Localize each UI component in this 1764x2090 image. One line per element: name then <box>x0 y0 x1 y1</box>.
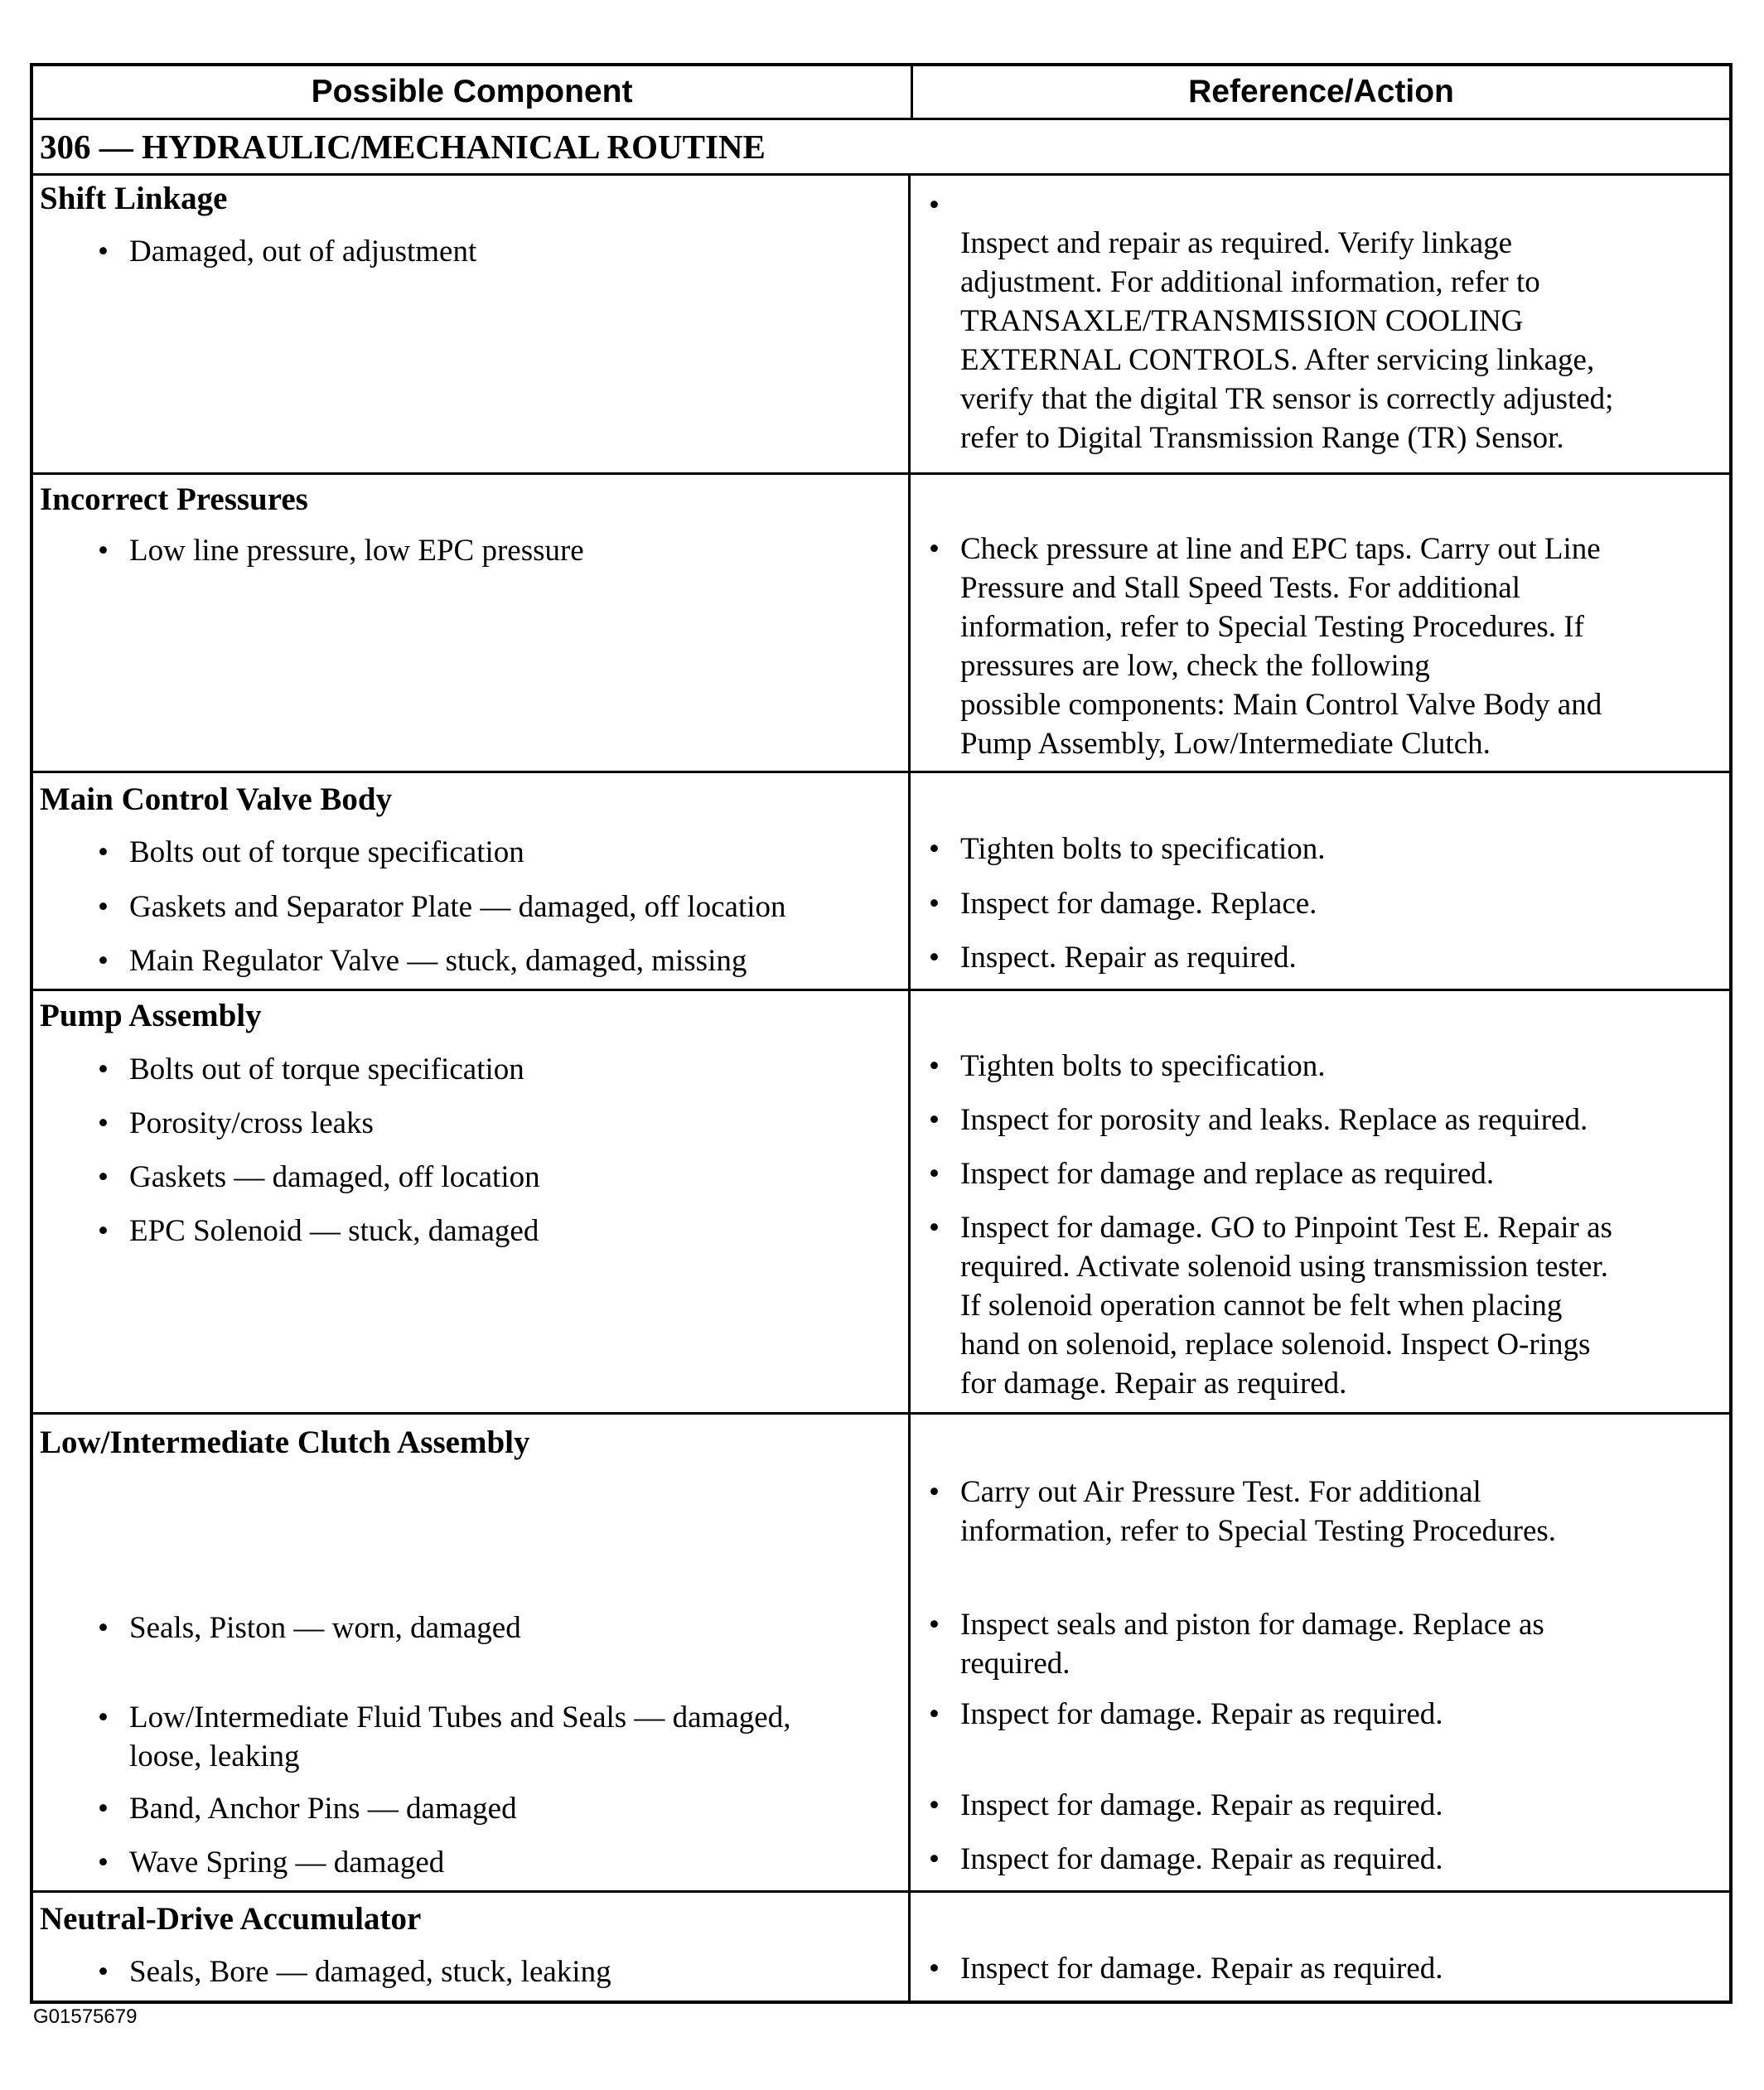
component-item: • EPC Solenoid — stuck, damaged <box>98 1212 539 1251</box>
component-cell <box>33 991 911 1412</box>
action-item: • Inspect for damage. Replace. <box>929 884 1317 923</box>
action-cell <box>911 1415 1729 1890</box>
section-neutral-drive-accumulator <box>33 1893 1729 2000</box>
section-shift-linkage <box>33 176 1729 475</box>
action-cell <box>911 475 1729 771</box>
component-item: • Main Regulator Valve — stuck, damaged, missing <box>98 941 747 980</box>
action-item: • Inspect for damage. Repair as required. <box>929 1695 1443 1734</box>
section-low-intermediate-clutch-assembly <box>33 1415 1729 1893</box>
component-item: • Low line pressure, low EPC pressure <box>98 531 584 570</box>
action-item: • Inspect for damage. Repair as required. <box>929 1786 1443 1825</box>
section-title: Pump Assembly <box>40 998 262 1033</box>
header-reference-action: Reference/Action <box>1188 74 1454 109</box>
action-item: • Inspect for damage and replace as required. <box>929 1154 1494 1193</box>
action-item: • Inspect for damage. GO to Pinpoint Test E. Repair as required. Activate solenoid using transmission tester. If solenoid operation cannot be felt when placing hand on solenoid, replace solenoid. Inspect O-rings for damage. Repair as required. <box>929 1208 1612 1403</box>
section-title: Neutral-Drive Accumulator <box>40 1901 422 1937</box>
component-item: • Wave Spring — damaged <box>98 1843 444 1882</box>
action-text: Inspect and repair as required. Verify linkage adjustment. For additional information, refer to TRANSAXLE/TRANSMISSION COOLING EXTERNAL CONTROLS. After servicing linkage, verify that the digital TR sensor is correctly adjusted; refer to Digital Transmission Range (TR) Sensor. <box>960 226 1614 455</box>
action-cell <box>911 773 1729 989</box>
action-item: • Tighten bolts to specification. <box>929 1047 1326 1086</box>
section-title: Low/Intermediate Clutch Assembly <box>40 1425 530 1460</box>
action-item: • Inspect for damage. Repair as required. <box>929 1949 1443 1988</box>
section-incorrect-pressures <box>33 475 1729 773</box>
component-item: • Bolts out of torque specification <box>98 833 524 872</box>
table-header <box>33 66 1729 120</box>
section-main-control-valve-body <box>33 773 1729 991</box>
section-pump-assembly <box>33 991 1729 1415</box>
component-item: • Damaged, out of adjustment <box>98 232 476 271</box>
component-cell <box>33 1415 911 1890</box>
component-item: • Gaskets and Separator Plate — damaged, off location <box>98 888 786 926</box>
component-item: • Bolts out of torque specification <box>98 1050 524 1089</box>
section-title: Incorrect Pressures <box>40 481 308 517</box>
action-item: • Carry out Air Pressure Test. For additional information, refer to Special Testing Procedures. <box>929 1473 1556 1551</box>
action-item: • Inspect for porosity and leaks. Replace as required. <box>929 1101 1588 1139</box>
component-item: • Porosity/cross leaks <box>98 1104 374 1143</box>
action-item: • Inspect for damage. Repair as required. <box>929 1840 1443 1879</box>
figure-code: G01575679 <box>33 2005 138 2028</box>
component-item: • Seals, Piston — worn, damaged <box>98 1609 521 1647</box>
component-cell <box>33 475 911 771</box>
header-possible-component: Possible Component <box>33 66 913 118</box>
routine-title: 306 — HYDRAULIC/MECHANICAL ROUTINE <box>33 120 1729 176</box>
action-cell <box>911 1893 1729 2000</box>
action-cell <box>911 176 1729 472</box>
component-cell <box>33 1893 911 2000</box>
action-item: • Inspect seals and piston for damage. Replace as required. <box>929 1605 1544 1683</box>
component-item: • Gaskets — damaged, off location <box>98 1158 540 1197</box>
component-cell <box>33 176 911 472</box>
component-item: • Seals, Bore — damaged, stuck, leaking <box>98 1952 611 1991</box>
action-item: • Tighten bolts to specification. <box>929 830 1326 868</box>
action-item: • Check pressure at line and EPC taps. Carry out Line Pressure and Stall Speed Tests. For additional information, refer to Special Testing Procedures. If pressures are low, check the following possible components: Main Control Valve Body and Pump Assembly, Low/Intermediate Clutch. <box>929 530 1602 763</box>
section-title: Shift Linkage <box>40 181 228 216</box>
component-item: • Band, Anchor Pins — damaged <box>98 1789 517 1828</box>
section-title: Main Control Valve Body <box>40 781 393 817</box>
diagnostic-table <box>30 63 1733 2004</box>
action-cell <box>911 991 1729 1412</box>
component-item: • Low/Intermediate Fluid Tubes and Seals — damaged, loose, leaking <box>98 1698 790 1776</box>
component-cell <box>33 773 911 989</box>
action-item: • Inspect. Repair as required. <box>929 938 1297 977</box>
